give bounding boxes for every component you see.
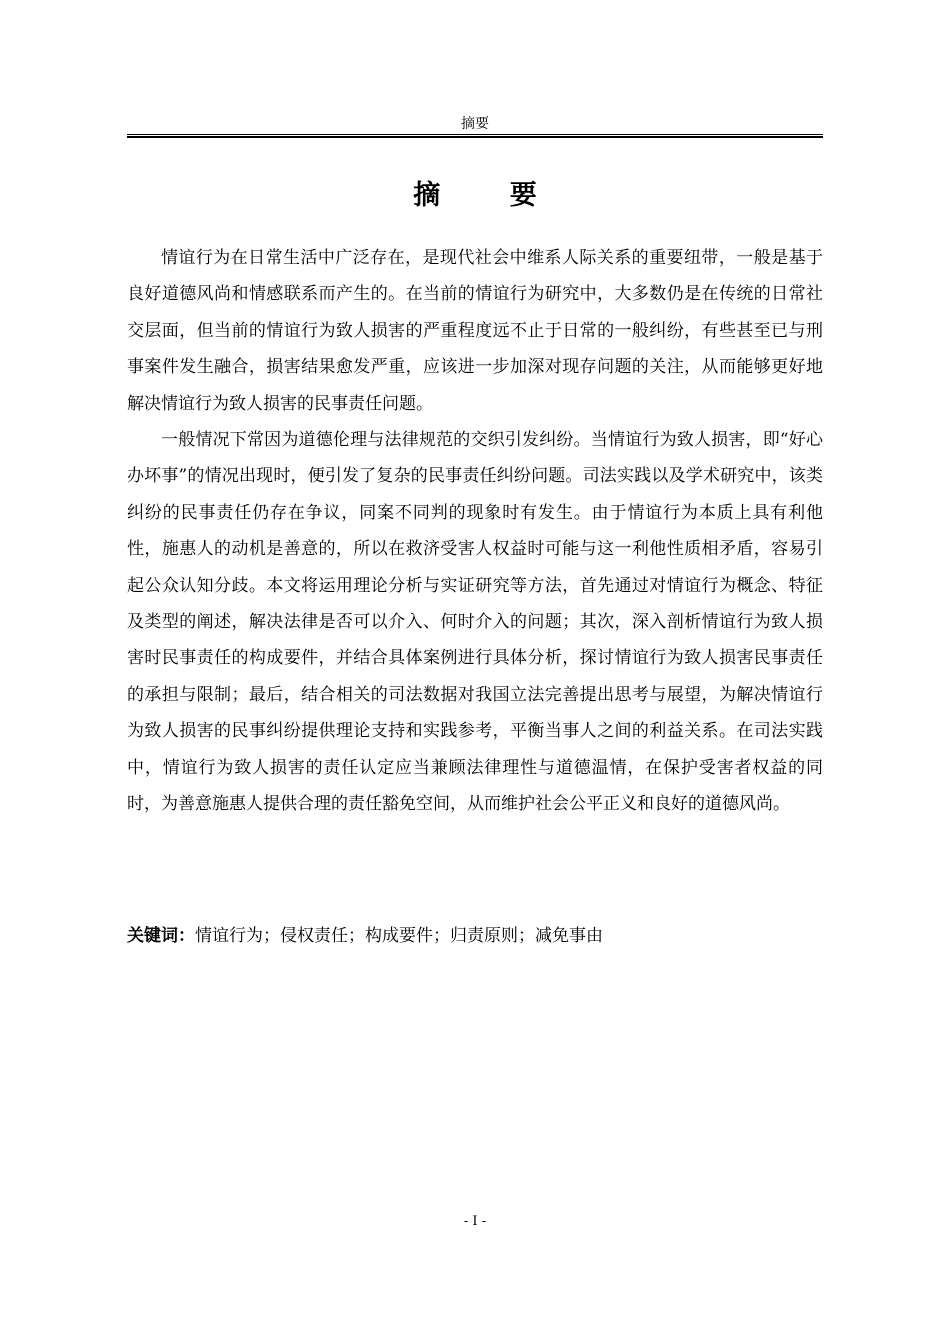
page-number: - I - — [463, 1214, 487, 1229]
keywords-label: 关键词： — [127, 926, 195, 946]
header-rule — [127, 134, 823, 135]
page-title: 摘 要 — [413, 180, 567, 211]
abstract-paragraph-1: 情谊行为在日常生活中广泛存在，是现代社会中维系人际关系的重要纽带，一般是基于良好道德风尚和情感联系而产生的。在当前的情谊行为研究中，大多数仍是在传统的日常社交层面，但当前的情谊行为致人损害的严重程度远不止于日常的一般纠纷，有些甚至已与刑事案件发生融合，损害结果愈发严重，应该进一步加深对现存问题的关注，从而能够更好地解决情谊行为致人损害的民事责任问题。 — [127, 248, 823, 414]
running-header: 摘要 — [461, 116, 489, 132]
abstract-body — [127, 240, 823, 823]
header-rule-thick — [127, 136, 823, 138]
keywords-line — [127, 918, 823, 954]
keywords-value: 情谊行为；侵权责任；构成要件；归责原则；减免事由 — [195, 926, 603, 946]
abstract-paragraph-2: 一般情况下常因为道德伦理与法律规范的交织引发纠纷。当情谊行为致人损害，即“好心办坏事”的情况出现时，便引发了复杂的民事责任纠纷问题。司法实践以及学术研究中，该类纠纷的民事责任仍存在争议，同案不同判的现象时有发生。由于情谊行为本质上具有利他性，施惠人的动机是善意的，所以在救济受害人权益时可能与这一利他性质相矛盾，容易引起公众认知分歧。本文将运用理论分析与实证研究等方法，首先通过对情谊行为概念、特征及类型的阐述，解决法律是否可以介入、何时介入的问题；其次，深入剖析情谊行为致人损害时民事责任的构成要件，并结合具体案例进行具体分析，探讨情谊行为致人损害民事责任的承担与限制；最后，结合相关的司法数据对我国立法完善提出思考与展望，为解决情谊行为致人损害的民事纠纷提供理论支持和实践参考，平衡当事人之间的利益关系。在司法实践中，情谊行为致人损害的责任认定应当兼顾法律理性与道德温情，在保护受害者权益的同时，为善意施惠人提供合理的责任豁免空间，从而维护社会公平正义和良好的道德风尚。 — [127, 430, 823, 815]
